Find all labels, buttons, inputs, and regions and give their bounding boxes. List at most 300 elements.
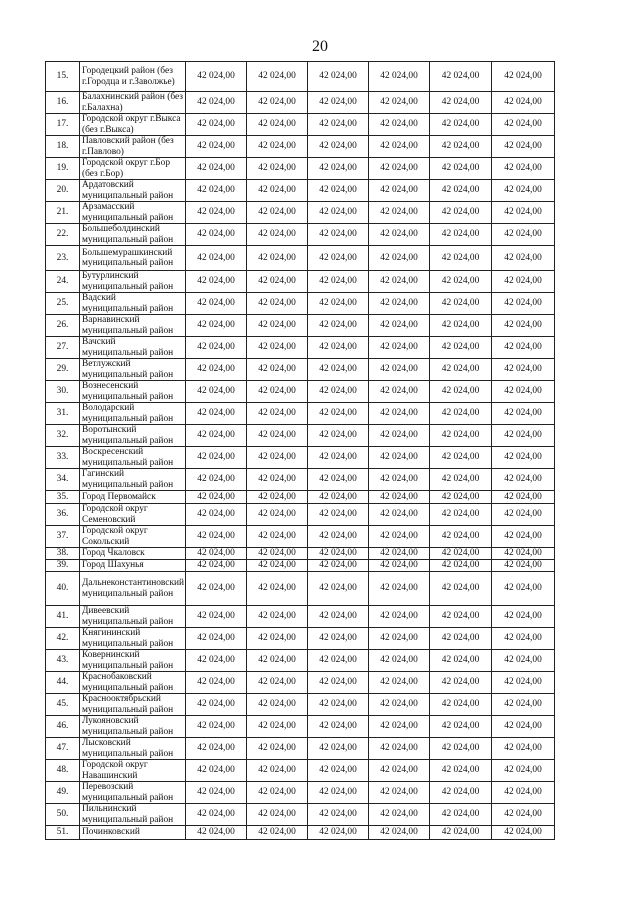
- amount-cell: 42 024,00: [369, 359, 430, 381]
- table-row: [46, 136, 555, 158]
- amount-cell: 42 024,00: [492, 572, 555, 606]
- table-row: [46, 504, 555, 526]
- amount-cell: 42 024,00: [186, 804, 247, 826]
- amount-cell: 42 024,00: [247, 826, 308, 840]
- amount-cell: 42 024,00: [247, 224, 308, 246]
- amount-cell: 42 024,00: [247, 136, 308, 158]
- amount-cell: 42 024,00: [308, 606, 369, 628]
- amount-cell: 42 024,00: [369, 694, 430, 716]
- amount-cell: 42 024,00: [369, 826, 430, 840]
- amount-cell: 42 024,00: [247, 560, 308, 572]
- amount-cell: 42 024,00: [492, 136, 555, 158]
- amount-cell: 42 024,00: [186, 202, 247, 224]
- amount-cell: 42 024,00: [430, 694, 492, 716]
- amount-cell: 42 024,00: [247, 548, 308, 560]
- amount-cell: 42 024,00: [492, 491, 555, 504]
- amount-cell: 42 024,00: [430, 469, 492, 491]
- amount-cell: 42 024,00: [308, 826, 369, 840]
- row-number: 37.: [46, 526, 80, 548]
- row-number: 18.: [46, 136, 80, 158]
- table-row: [46, 716, 555, 738]
- amount-cell: 42 024,00: [369, 606, 430, 628]
- amount-cell: 42 024,00: [369, 491, 430, 504]
- amount-cell: 42 024,00: [369, 202, 430, 224]
- table-row: [46, 672, 555, 694]
- amount-cell: 42 024,00: [308, 628, 369, 650]
- table-row: [46, 180, 555, 202]
- amount-cell: 42 024,00: [492, 202, 555, 224]
- amount-cell: 42 024,00: [369, 504, 430, 526]
- amount-cell: 42 024,00: [247, 158, 308, 180]
- amount-cell: 42 024,00: [430, 271, 492, 293]
- amount-cell: 42 024,00: [186, 716, 247, 738]
- table-row: [46, 158, 555, 180]
- row-number: 21.: [46, 202, 80, 224]
- table-body: [46, 62, 555, 840]
- amount-cell: 42 024,00: [186, 271, 247, 293]
- row-number: 38.: [46, 548, 80, 560]
- table-row: [46, 246, 555, 271]
- amount-cell: 42 024,00: [308, 315, 369, 337]
- amount-cell: 42 024,00: [492, 381, 555, 403]
- row-number: 30.: [46, 381, 80, 403]
- amount-cell: 42 024,00: [186, 826, 247, 840]
- amount-cell: 42 024,00: [247, 628, 308, 650]
- table-row: [46, 738, 555, 760]
- row-number: 41.: [46, 606, 80, 628]
- row-number: 46.: [46, 716, 80, 738]
- amount-cell: 42 024,00: [186, 694, 247, 716]
- amount-cell: 42 024,00: [430, 381, 492, 403]
- district-name: Гагинский муниципальный район: [80, 469, 186, 491]
- district-name: Большемурашкинский муниципальный район: [80, 246, 186, 271]
- amount-cell: 42 024,00: [492, 716, 555, 738]
- amount-cell: 42 024,00: [308, 694, 369, 716]
- amount-cell: 42 024,00: [430, 447, 492, 469]
- amount-cell: 42 024,00: [369, 92, 430, 114]
- district-name: Балахнинский район (без г.Балахна): [80, 92, 186, 114]
- amount-cell: 42 024,00: [430, 491, 492, 504]
- amount-cell: 42 024,00: [308, 760, 369, 782]
- amount-cell: 42 024,00: [186, 526, 247, 548]
- page-number: 20: [312, 38, 328, 55]
- table-row: [46, 271, 555, 293]
- amount-cell: 42 024,00: [430, 136, 492, 158]
- amount-cell: 42 024,00: [186, 760, 247, 782]
- amount-cell: 42 024,00: [186, 425, 247, 447]
- amount-cell: 42 024,00: [369, 760, 430, 782]
- amount-cell: 42 024,00: [186, 469, 247, 491]
- district-name: Лукояновский муниципальный район: [80, 716, 186, 738]
- table-row: [46, 526, 555, 548]
- amount-cell: 42 024,00: [369, 425, 430, 447]
- row-number: 25.: [46, 293, 80, 315]
- amount-cell: 42 024,00: [186, 572, 247, 606]
- amount-cell: 42 024,00: [492, 738, 555, 760]
- amount-cell: 42 024,00: [430, 202, 492, 224]
- amount-cell: 42 024,00: [492, 672, 555, 694]
- row-number: 32.: [46, 425, 80, 447]
- amount-cell: 42 024,00: [430, 738, 492, 760]
- amount-cell: 42 024,00: [247, 694, 308, 716]
- table-row: [46, 359, 555, 381]
- district-name: Город Шахунья: [80, 560, 186, 572]
- row-number: 47.: [46, 738, 80, 760]
- amount-cell: 42 024,00: [308, 804, 369, 826]
- district-name: Дивеевский муниципальный район: [80, 606, 186, 628]
- amount-cell: 42 024,00: [492, 560, 555, 572]
- amount-cell: 42 024,00: [186, 359, 247, 381]
- amount-cell: 42 024,00: [308, 560, 369, 572]
- amount-cell: 42 024,00: [186, 650, 247, 672]
- amount-cell: 42 024,00: [308, 337, 369, 359]
- amount-cell: 42 024,00: [186, 315, 247, 337]
- table-row: [46, 491, 555, 504]
- amount-cell: 42 024,00: [308, 572, 369, 606]
- amount-cell: 42 024,00: [186, 606, 247, 628]
- table-row: [46, 337, 555, 359]
- amount-cell: 42 024,00: [186, 136, 247, 158]
- amount-cell: 42 024,00: [369, 548, 430, 560]
- row-number: 23.: [46, 246, 80, 271]
- district-name: Ковернинский муниципальный район: [80, 650, 186, 672]
- row-number: 40.: [46, 572, 80, 606]
- amount-cell: 42 024,00: [247, 180, 308, 202]
- row-number: 29.: [46, 359, 80, 381]
- amount-cell: 42 024,00: [247, 606, 308, 628]
- amount-cell: 42 024,00: [308, 782, 369, 804]
- amount-cell: 42 024,00: [369, 271, 430, 293]
- amount-cell: 42 024,00: [186, 628, 247, 650]
- table-row: [46, 92, 555, 114]
- amount-cell: 42 024,00: [186, 560, 247, 572]
- district-name: Краснобаковский муниципальный район: [80, 672, 186, 694]
- amount-cell: 42 024,00: [430, 315, 492, 337]
- amount-cell: 42 024,00: [430, 62, 492, 92]
- amount-cell: 42 024,00: [247, 271, 308, 293]
- district-name: Павловский район (без г.Павлово): [80, 136, 186, 158]
- amount-cell: 42 024,00: [247, 504, 308, 526]
- amount-cell: 42 024,00: [492, 469, 555, 491]
- amount-cell: 42 024,00: [369, 224, 430, 246]
- amount-cell: 42 024,00: [186, 491, 247, 504]
- amount-cell: 42 024,00: [492, 804, 555, 826]
- amount-cell: 42 024,00: [247, 293, 308, 315]
- amount-cell: 42 024,00: [369, 447, 430, 469]
- amount-cell: 42 024,00: [369, 672, 430, 694]
- amount-cell: 42 024,00: [430, 246, 492, 271]
- district-name: Город Первомайск: [80, 491, 186, 504]
- district-name: Починковский: [80, 826, 186, 840]
- amount-cell: 42 024,00: [186, 224, 247, 246]
- amount-cell: 42 024,00: [492, 425, 555, 447]
- amount-cell: 42 024,00: [308, 504, 369, 526]
- table-row: [46, 628, 555, 650]
- table-row: [46, 293, 555, 315]
- table-row: [46, 782, 555, 804]
- amount-cell: 42 024,00: [186, 114, 247, 136]
- amount-cell: 42 024,00: [492, 337, 555, 359]
- row-number: 26.: [46, 315, 80, 337]
- amount-cell: 42 024,00: [247, 447, 308, 469]
- amount-cell: 42 024,00: [308, 548, 369, 560]
- amount-cell: 42 024,00: [308, 381, 369, 403]
- amount-cell: 42 024,00: [430, 337, 492, 359]
- amount-cell: 42 024,00: [492, 359, 555, 381]
- amount-cell: 42 024,00: [430, 716, 492, 738]
- amount-cell: 42 024,00: [430, 158, 492, 180]
- amount-cell: 42 024,00: [186, 672, 247, 694]
- amount-cell: 42 024,00: [186, 337, 247, 359]
- amount-cell: 42 024,00: [430, 606, 492, 628]
- row-number: 33.: [46, 447, 80, 469]
- district-name: Пильнинский муниципальный район: [80, 804, 186, 826]
- district-name: Городской округ Сокольский: [80, 526, 186, 548]
- table-row: [46, 760, 555, 782]
- district-name: Лысковский муниципальный район: [80, 738, 186, 760]
- district-name: Бутурлинский муниципальный район: [80, 271, 186, 293]
- table-row: [46, 606, 555, 628]
- amount-cell: 42 024,00: [492, 526, 555, 548]
- amount-cell: 42 024,00: [247, 526, 308, 548]
- amount-cell: 42 024,00: [369, 293, 430, 315]
- table-row: [46, 469, 555, 491]
- amount-cell: 42 024,00: [492, 694, 555, 716]
- amount-cell: 42 024,00: [430, 180, 492, 202]
- amount-cell: 42 024,00: [369, 246, 430, 271]
- amount-cell: 42 024,00: [247, 202, 308, 224]
- amount-cell: 42 024,00: [492, 158, 555, 180]
- amount-cell: 42 024,00: [308, 359, 369, 381]
- district-name: Ардатовский муниципальный район: [80, 180, 186, 202]
- district-name: Ветлужский муниципальный район: [80, 359, 186, 381]
- district-name: Городской округ г.Бор (без г.Бор): [80, 158, 186, 180]
- amount-cell: 42 024,00: [186, 62, 247, 92]
- amount-cell: 42 024,00: [186, 738, 247, 760]
- amount-cell: 42 024,00: [308, 114, 369, 136]
- amount-cell: 42 024,00: [247, 760, 308, 782]
- amount-cell: 42 024,00: [186, 180, 247, 202]
- amount-cell: 42 024,00: [430, 760, 492, 782]
- amount-cell: 42 024,00: [369, 337, 430, 359]
- amount-cell: 42 024,00: [492, 315, 555, 337]
- row-number: 49.: [46, 782, 80, 804]
- amount-cell: 42 024,00: [308, 716, 369, 738]
- amount-cell: 42 024,00: [492, 504, 555, 526]
- amount-cell: 42 024,00: [186, 504, 247, 526]
- amount-cell: 42 024,00: [186, 293, 247, 315]
- amount-cell: 42 024,00: [186, 246, 247, 271]
- amount-cell: 42 024,00: [247, 469, 308, 491]
- amount-cell: 42 024,00: [492, 92, 555, 114]
- amount-cell: 42 024,00: [430, 359, 492, 381]
- amount-cell: 42 024,00: [308, 447, 369, 469]
- amount-cell: 42 024,00: [308, 672, 369, 694]
- amount-cell: 42 024,00: [369, 114, 430, 136]
- table-row: [46, 447, 555, 469]
- amount-cell: 42 024,00: [430, 92, 492, 114]
- amount-cell: 42 024,00: [492, 548, 555, 560]
- amount-cell: 42 024,00: [369, 315, 430, 337]
- district-name: Варнавинский муниципальный район: [80, 315, 186, 337]
- amount-cell: 42 024,00: [430, 425, 492, 447]
- amount-cell: 42 024,00: [308, 738, 369, 760]
- amount-cell: 42 024,00: [430, 572, 492, 606]
- district-name: Перевозский муниципальный район: [80, 782, 186, 804]
- amount-cell: 42 024,00: [308, 650, 369, 672]
- amount-cell: 42 024,00: [247, 246, 308, 271]
- district-name: Городской округ Навашинский: [80, 760, 186, 782]
- amount-cell: 42 024,00: [492, 62, 555, 92]
- amount-cell: 42 024,00: [308, 158, 369, 180]
- amount-cell: 42 024,00: [369, 628, 430, 650]
- amount-cell: 42 024,00: [308, 180, 369, 202]
- row-number: 24.: [46, 271, 80, 293]
- amount-cell: 42 024,00: [430, 504, 492, 526]
- amount-cell: 42 024,00: [492, 760, 555, 782]
- district-name: Вачский муниципальный район: [80, 337, 186, 359]
- amount-cell: 42 024,00: [308, 246, 369, 271]
- table-row: [46, 315, 555, 337]
- table-row: [46, 560, 555, 572]
- amount-cell: 42 024,00: [492, 224, 555, 246]
- table-row: [46, 224, 555, 246]
- table-row: [46, 62, 555, 92]
- district-name: Дальнеконстантиновский муниципальный район: [80, 572, 186, 606]
- amount-cell: 42 024,00: [430, 224, 492, 246]
- amount-cell: 42 024,00: [308, 202, 369, 224]
- district-name: Городской округ Семеновский: [80, 504, 186, 526]
- district-name: Вадский муниципальный район: [80, 293, 186, 315]
- row-number: 15.: [46, 62, 80, 92]
- amount-cell: 42 024,00: [492, 606, 555, 628]
- amount-cell: 42 024,00: [430, 526, 492, 548]
- district-name: Воскресенский муниципальный район: [80, 447, 186, 469]
- amount-cell: 42 024,00: [247, 62, 308, 92]
- amount-cell: 42 024,00: [247, 738, 308, 760]
- amount-cell: 42 024,00: [308, 136, 369, 158]
- district-name: Володарский муниципальный район: [80, 403, 186, 425]
- amount-cell: 42 024,00: [492, 114, 555, 136]
- amount-cell: 42 024,00: [186, 782, 247, 804]
- table-row: [46, 114, 555, 136]
- district-name: Городецкий район (без г.Городца и г.Заволжье): [80, 62, 186, 92]
- amount-cell: 42 024,00: [430, 782, 492, 804]
- table-row: [46, 650, 555, 672]
- amount-cell: 42 024,00: [369, 136, 430, 158]
- amount-cell: 42 024,00: [369, 469, 430, 491]
- amount-cell: 42 024,00: [430, 826, 492, 840]
- amount-cell: 42 024,00: [430, 293, 492, 315]
- amount-cell: 42 024,00: [492, 271, 555, 293]
- amount-cell: 42 024,00: [492, 293, 555, 315]
- amount-cell: 42 024,00: [247, 425, 308, 447]
- amount-cell: 42 024,00: [247, 114, 308, 136]
- amount-cell: 42 024,00: [492, 403, 555, 425]
- row-number: 42.: [46, 628, 80, 650]
- amount-cell: 42 024,00: [308, 491, 369, 504]
- amount-cell: 42 024,00: [308, 403, 369, 425]
- amount-cell: 42 024,00: [308, 293, 369, 315]
- amount-cell: 42 024,00: [430, 672, 492, 694]
- district-name: Вознесенский муниципальный район: [80, 381, 186, 403]
- amount-cell: 42 024,00: [492, 447, 555, 469]
- row-number: 20.: [46, 180, 80, 202]
- table-row: [46, 403, 555, 425]
- amount-cell: 42 024,00: [308, 62, 369, 92]
- row-number: 43.: [46, 650, 80, 672]
- row-number: 45.: [46, 694, 80, 716]
- amount-cell: 42 024,00: [430, 403, 492, 425]
- amount-cell: 42 024,00: [369, 560, 430, 572]
- district-name: Город Чкаловск: [80, 548, 186, 560]
- amount-cell: 42 024,00: [308, 469, 369, 491]
- row-number: 48.: [46, 760, 80, 782]
- amount-cell: 42 024,00: [369, 716, 430, 738]
- row-number: 50.: [46, 804, 80, 826]
- amount-cell: 42 024,00: [308, 224, 369, 246]
- row-number: 22.: [46, 224, 80, 246]
- amount-cell: 42 024,00: [247, 572, 308, 606]
- amount-cell: 42 024,00: [247, 92, 308, 114]
- row-number: 31.: [46, 403, 80, 425]
- amount-cell: 42 024,00: [247, 337, 308, 359]
- amount-cell: 42 024,00: [492, 246, 555, 271]
- table-row: [46, 694, 555, 716]
- row-number: 39.: [46, 560, 80, 572]
- amount-cell: 42 024,00: [369, 804, 430, 826]
- amount-cell: 42 024,00: [247, 650, 308, 672]
- district-name: Княгининский муниципальный район: [80, 628, 186, 650]
- amount-cell: 42 024,00: [369, 572, 430, 606]
- amount-cell: 42 024,00: [430, 114, 492, 136]
- row-number: 51.: [46, 826, 80, 840]
- amount-cell: 42 024,00: [492, 628, 555, 650]
- amount-cell: 42 024,00: [369, 180, 430, 202]
- amount-cell: 42 024,00: [369, 782, 430, 804]
- district-name: Большеболдинский муниципальный район: [80, 224, 186, 246]
- amount-cell: 42 024,00: [430, 560, 492, 572]
- table-row: [46, 804, 555, 826]
- amount-cell: 42 024,00: [247, 672, 308, 694]
- amount-cell: 42 024,00: [186, 92, 247, 114]
- row-number: 16.: [46, 92, 80, 114]
- row-number: 27.: [46, 337, 80, 359]
- row-number: 19.: [46, 158, 80, 180]
- amount-cell: 42 024,00: [369, 62, 430, 92]
- table-row: [46, 202, 555, 224]
- amount-cell: 42 024,00: [430, 650, 492, 672]
- amount-cell: 42 024,00: [308, 271, 369, 293]
- amount-cell: 42 024,00: [186, 158, 247, 180]
- amount-cell: 42 024,00: [247, 381, 308, 403]
- amount-cell: 42 024,00: [247, 804, 308, 826]
- amount-cell: 42 024,00: [247, 403, 308, 425]
- row-number: 35.: [46, 491, 80, 504]
- amount-cell: 42 024,00: [308, 425, 369, 447]
- amount-cell: 42 024,00: [369, 381, 430, 403]
- amount-cell: 42 024,00: [247, 716, 308, 738]
- allocation-table: [45, 61, 555, 840]
- amount-cell: 42 024,00: [186, 381, 247, 403]
- amount-cell: 42 024,00: [186, 403, 247, 425]
- district-name: Арзамасский муниципальный район: [80, 202, 186, 224]
- amount-cell: 42 024,00: [369, 738, 430, 760]
- row-number: 34.: [46, 469, 80, 491]
- district-name: Краснооктябрьский муниципальный район: [80, 694, 186, 716]
- amount-cell: 42 024,00: [492, 180, 555, 202]
- row-number: 44.: [46, 672, 80, 694]
